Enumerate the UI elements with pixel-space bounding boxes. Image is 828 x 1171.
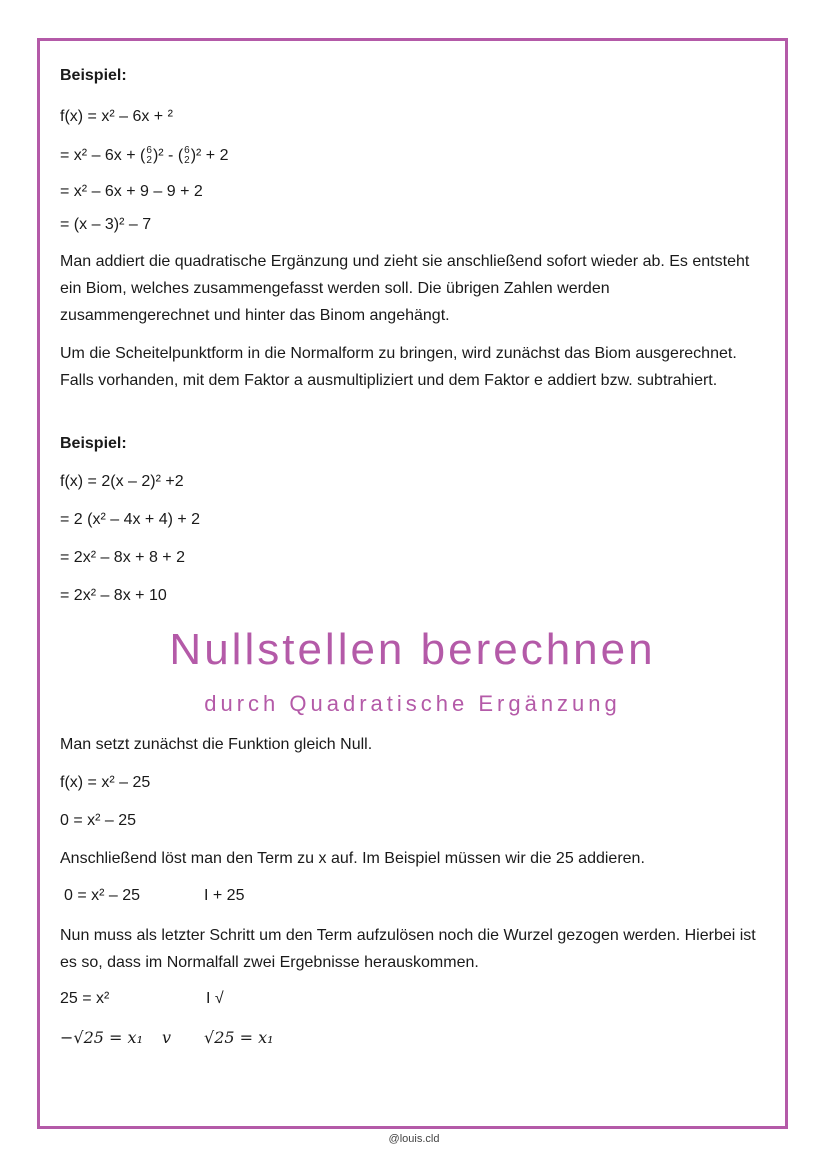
equation-line: = 2 (x² – 4x + 4) + 2	[60, 511, 201, 528]
solution-line: −√25 = x₁ v √25 = x₁	[60, 1028, 274, 1047]
equation-line: f(x) = x² – 6x + ²	[60, 108, 173, 125]
fraction: 6 2	[184, 145, 190, 166]
equation-line: 0 = x² – 25	[60, 812, 137, 829]
paragraph: Man setzt zunächst die Funktion gleich Null.	[60, 736, 373, 753]
paragraph: Anschließend löst man den Term zu x auf. Im Beispiel müssen wir die 25 addieren.	[60, 850, 645, 867]
example-heading: Beispiel:	[60, 67, 127, 84]
example-heading: Beispiel:	[60, 435, 127, 452]
section-title: Nullstellen berechnen	[169, 625, 656, 674]
paragraph: Um die Scheitelpunktform in die Normalform zu bringen, wird zunächst das Biom ausgerechnet. Falls vorhanden, mit dem Faktor a ausmultipliziert und dem Faktor e addiert bzw. subtrahiert.	[60, 345, 737, 389]
equation-line: = (x – 3)² – 7	[60, 216, 152, 233]
footer-credit: @louis.cld	[388, 1133, 440, 1145]
equation-line: = x² – 6x + 9 – 9 + 2	[60, 183, 203, 200]
equation-line: 0 = x² – 25 I + 25	[64, 887, 245, 904]
paragraph: Man addiert die quadratische Ergänzung und zieht sie anschließend sofort wieder ab. Es entsteht ein Biom, welches zusammengefasst werden soll. Die übrigen Zahlen werden zusammengerechnet und hinter das Binom angehängt.	[60, 253, 750, 324]
section-subtitle: durch Quadratische Ergänzung	[204, 691, 621, 716]
equation-line: = x² – 6x + ( 6 2 )² - ( 6 2 )² + 2	[60, 145, 229, 166]
equation-line: = 2x² – 8x + 10	[60, 587, 167, 604]
equation-line: f(x) = 2(x – 2)² +2	[60, 473, 184, 490]
fraction: 6 2	[146, 145, 152, 166]
equation-line: 25 = x² I √	[60, 990, 224, 1007]
equation-line: = 2x² – 8x + 8 + 2	[60, 549, 185, 566]
equation-line: f(x) = x² – 25	[60, 774, 151, 791]
paragraph: Nun muss als letzter Schritt um den Term aufzulösen noch die Wurzel gezogen werden. Hierbei ist es so, dass im Normalfall zwei Ergebnisse herauskommen.	[60, 927, 756, 971]
